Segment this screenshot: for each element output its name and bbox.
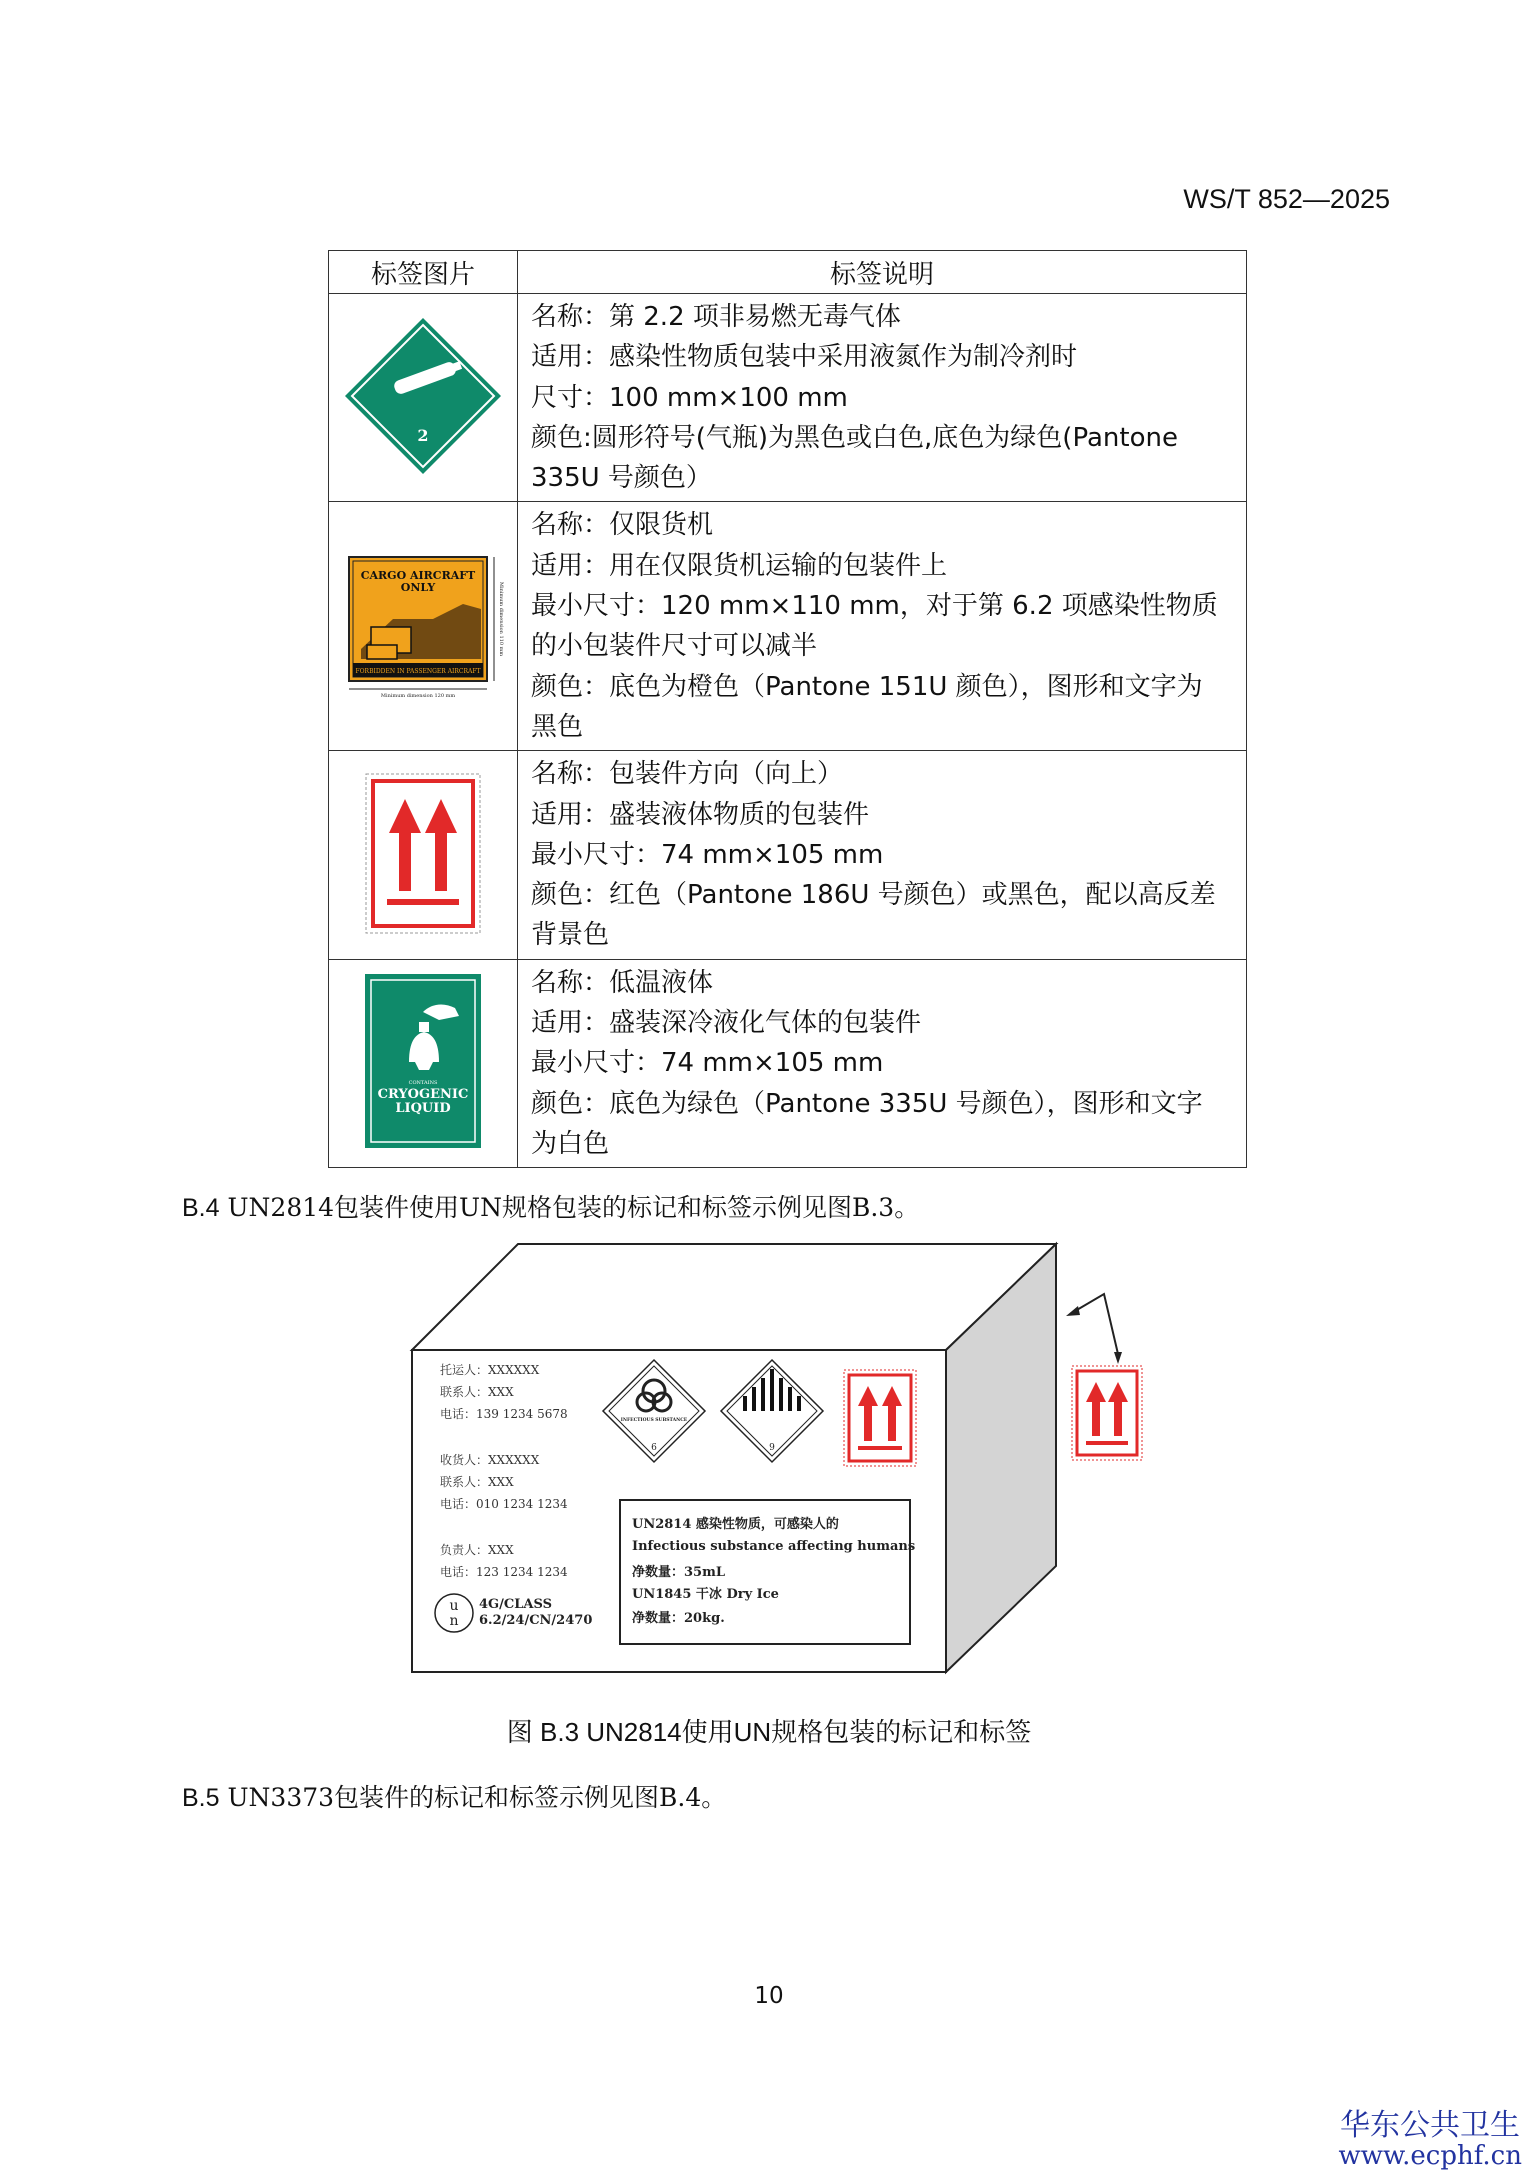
consignee: 收货人：XXXXXX: [440, 1453, 540, 1467]
desc-line: 335U 号颜色）: [531, 463, 712, 494]
shipper: 托运人：XXXXXX: [440, 1363, 540, 1377]
cryo-line-1: CRYOGENIC: [377, 1087, 469, 1103]
paragraph-number: B.5: [182, 1784, 220, 1812]
shipper-contact: 联系人：XXX: [440, 1385, 514, 1399]
shipper-phone: 电话：139 1234 5678: [440, 1407, 568, 1421]
cargo-min-height: Minimum dimension 110 mm: [498, 582, 504, 657]
label-desc-cell: [518, 751, 1247, 959]
paragraph-b5: [182, 1778, 726, 1814]
desc-line: 名称：低温液体: [531, 967, 714, 998]
nonflammable-gas-label-icon: [343, 316, 503, 476]
table-header-row: [329, 251, 1247, 294]
page-number: 10: [754, 1983, 784, 2009]
cargo-title-2: ONLY: [400, 581, 436, 595]
paragraph-b4: [182, 1188, 919, 1224]
desc-line: 名称：第 2.2 项非易燃无毒气体: [531, 302, 901, 332]
this-way-up-label-icon: [363, 771, 483, 936]
label-desc-cell: [518, 959, 1247, 1167]
svg-text:u: u: [449, 1598, 459, 1614]
desc-line: 颜色：底色为绿色（Pantone 335U 号颜色），图形和文字: [531, 1088, 1203, 1119]
paragraph-text: UN2814包装件使用UN规格包装的标记和标签示例见图B.3。: [219, 1193, 920, 1222]
responsible-phone: 电话：123 1234 1234: [440, 1565, 568, 1579]
paragraph-number: B.4: [182, 1194, 220, 1222]
label-image-cell: [329, 751, 518, 959]
desc-line: 名称：仅限货机: [531, 510, 714, 541]
header-label-image: 标签图片: [329, 251, 518, 294]
table-row: [329, 294, 1247, 502]
info-line-2: Infectious substance affecting humans: [632, 1539, 916, 1554]
desc-line: 背景色: [531, 920, 610, 951]
label-desc-cell: [518, 294, 1247, 502]
infectious-label-text: INFECTIOUS SUBSTANCE: [620, 1418, 688, 1423]
consignee-contact: 联系人：XXX: [440, 1475, 514, 1489]
label-table: [328, 250, 1247, 1168]
desc-line: 最小尺寸：74 mm×105 mm: [531, 839, 884, 870]
gas-class-number: 2: [417, 425, 429, 445]
label-image-cell: [329, 502, 518, 751]
header-label-description: 标签说明: [518, 251, 1247, 294]
figure-caption: 图 B.3 UN2814使用UN规格包装的标记和标签: [506, 1717, 1032, 1747]
info-line-3: 净数量：35mL: [632, 1565, 725, 1580]
label-desc-cell: [518, 502, 1247, 751]
cargo-title-1: CARGO AIRCRAFT: [360, 569, 476, 583]
desc-line: 适用：感染性物质包装中采用液氮作为制冷剂时: [531, 342, 1078, 373]
desc-line: 颜色：红色（Pantone 186U 号颜色）或黑色，配以高反差: [531, 880, 1216, 911]
cargo-aircraft-only-label-icon: [343, 549, 503, 699]
paragraph-text: UN3373包装件的标记和标签示例见图B.4。: [219, 1783, 727, 1812]
table-row: [329, 751, 1247, 959]
cryogenic-liquid-label-icon: [363, 972, 483, 1150]
cargo-footer: FORBIDDEN IN PASSENGER AIRCRAFT: [355, 668, 481, 676]
cryo-line-2: LIQUID: [395, 1101, 451, 1117]
class-9-number: 9: [769, 1443, 775, 1453]
desc-line: 适用：用在仅限货机运输的包装件上: [531, 550, 948, 581]
un-mark-line-2: 6.2/24/CN/2470: [479, 1613, 593, 1628]
desc-line: 适用：盛装液体物质的包装件: [531, 799, 870, 830]
desc-line: 尺寸：100 mm×100 mm: [531, 382, 848, 413]
document-code: WS/T 852—2025: [1183, 184, 1390, 214]
cargo-min-width: Minimum dimension 120 mm: [380, 693, 456, 700]
desc-line: 颜色：底色为橙色（Pantone 151U 颜色），图形和文字为: [531, 671, 1203, 702]
info-line-1: UN2814 感染性物质，可感染人的: [632, 1517, 839, 1532]
package-box-figure: [400, 1236, 1170, 1682]
desc-line: 名称：包装件方向（向上）: [531, 759, 844, 790]
desc-line: 适用：盛装深冷液化气体的包装件: [531, 1008, 922, 1039]
un-mark-line-1: 4G/CLASS: [479, 1597, 552, 1612]
desc-line: 最小尺寸：120 mm×110 mm，对于第 6.2 项感染性物质: [531, 591, 1218, 622]
box-this-way-up-label-icon: [844, 1370, 916, 1466]
info-line-4: UN1845 干冰 Dry Ice: [632, 1587, 779, 1602]
desc-line: 的小包装件尺寸可以减半: [531, 631, 818, 662]
label-image-cell: [329, 294, 518, 502]
desc-line: 黑色: [531, 711, 584, 742]
info-line-5: 净数量：20kg.: [632, 1611, 725, 1626]
desc-line: 为白色: [531, 1128, 610, 1159]
table-row: [329, 502, 1247, 751]
svg-text:n: n: [449, 1613, 459, 1629]
responsible: 负责人：XXX: [440, 1543, 514, 1557]
label-image-cell: [329, 959, 518, 1167]
watermark-url: www.ecphf.cn: [1338, 2141, 1522, 2171]
desc-line: 最小尺寸：74 mm×105 mm: [531, 1048, 884, 1079]
consignee-phone: 电话：010 1234 1234: [440, 1497, 568, 1511]
class-6-number: 6: [651, 1443, 657, 1453]
desc-line: 颜色:圆形符号(气瓶)为黑色或白色,底色为绿色(Pantone: [531, 422, 1178, 453]
cryo-contains: CONTAINS: [408, 1080, 438, 1087]
table-row: [329, 959, 1247, 1167]
external-this-way-up-label-icon: [1066, 1294, 1142, 1460]
watermark-title: 华东公共卫生: [1340, 2108, 1520, 2143]
